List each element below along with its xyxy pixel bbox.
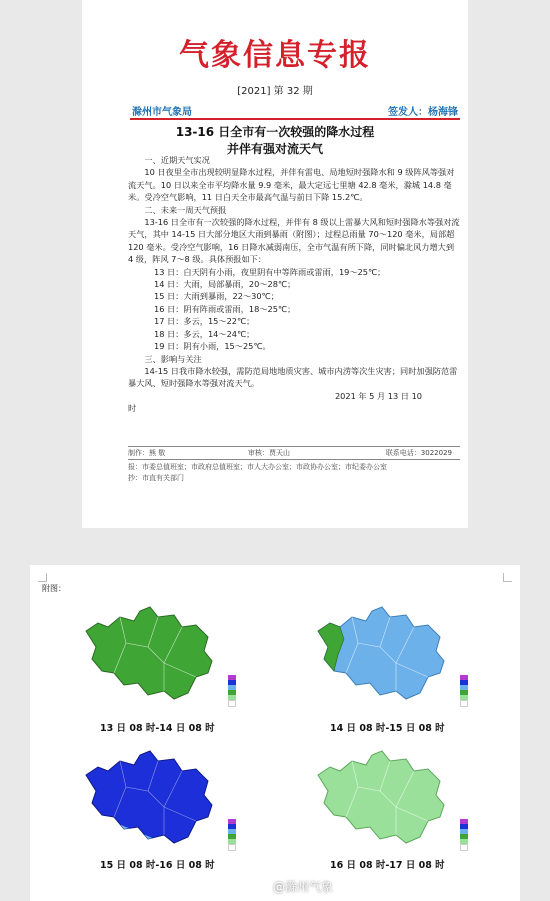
section-1-title: 一、近期天气实况: [144, 155, 210, 165]
org-name: 滁州市气象局: [132, 107, 192, 118]
map-caption: 13 日 08 时-14 日 08 时: [100, 723, 215, 734]
headline-line-1: 13-16 日全市有一次较强的降水过程: [175, 125, 375, 139]
map-shape: [78, 603, 238, 713]
rainfall-map-4: [310, 747, 470, 857]
map-shape: [310, 603, 470, 713]
rainfall-map-3: [78, 747, 238, 857]
issue-number: [2021] 第 32 期: [237, 86, 313, 97]
bulletin-footer: [128, 446, 460, 484]
margin-mark: [38, 573, 47, 582]
bulletin-title: 气象信息专报: [179, 38, 371, 73]
bulletin-header: [132, 103, 458, 117]
map-legend: [460, 675, 468, 705]
distribution-to: 报：市委总值班室；市政府总值班室；市人大办公室；市政协办公室；市纪委办公室: [128, 463, 387, 471]
map-legend: [228, 819, 236, 849]
weibo-watermark: [253, 878, 333, 895]
headline-line-2: 并伴有强对流天气: [226, 142, 323, 156]
forecast-day: 17 日：多云，15～22℃；: [154, 316, 255, 327]
section-3-title: 三、影响与关注: [144, 353, 202, 364]
weibo-icon: [253, 882, 269, 894]
forecast-day: 19 日：阴有小雨，15～25℃。: [154, 341, 271, 352]
forecast-day: 15 日：大雨到暴雨，22～30℃；: [154, 291, 279, 302]
section-2-title: 二、未来一周天气预报: [144, 204, 227, 215]
margin-mark: [503, 573, 512, 582]
bulletin-body: [128, 154, 460, 415]
forecast-day: 16 日：阴有阵雨或雷雨，18～25℃；: [154, 303, 296, 314]
section-2-text: 13-16 日全市有一次较强的降水过程，并伴有 8 级以上雷暴大风和短时强降水等强对流天气，其中 14-15 日大部分地区大雨到暴雨（附图）；过程总雨量 70～120 毫米，局部超 120 毫米。受冷空气影响，16 日降水减弱南压，全市气温有所下降，同时偏北风力增大到 4 级，阵风 7～8 级。具体预报如下：: [128, 217, 460, 265]
section-1-text: 10 日夜里全市出现较明显降水过程，并伴有雷电、局地短时强降水和 9 级阵风等强对流天气。10 日以来全市平均降水量 9.9 毫米，最大定远七里塘 42.8 毫米，滁城 14.8 毫米。受冷空气影响，11 日白天全市最高气温与前日下降 15.2℃。: [128, 167, 455, 203]
forecast-day: 18 日：多云，14～24℃；: [154, 328, 255, 339]
attachment-page: [30, 565, 520, 901]
bulletin-page: [82, 0, 468, 528]
map-caption: 15 日 08 时-16 日 08 时: [100, 860, 215, 871]
section-3-text: 14-15 日我市降水较强，需防范局地地质灾害、城市内涝等次生灾害；同时加强防范雷暴大风、短时强降水等强对流天气。: [128, 365, 458, 389]
issue-date: 2021 年 5 月 13 日 10: [334, 390, 422, 401]
maker: 制作：熊 敬: [128, 449, 166, 457]
reviewer: 审核：贾天山: [248, 449, 290, 457]
map-shape: [310, 747, 470, 857]
rainfall-map-2: [310, 603, 470, 713]
map-legend: [228, 675, 236, 705]
map-caption: 16 日 08 时-17 日 08 时: [330, 860, 445, 871]
forecast-day: 14 日：大雨，局部暴雨，20～28℃；: [154, 279, 296, 290]
map-legend: [460, 819, 468, 849]
map-shape: [78, 747, 238, 857]
issue-date-continued: 时: [128, 403, 137, 414]
attachment-label: 附图：: [42, 584, 66, 593]
contact-phone: 联系电话：3022029: [385, 449, 452, 457]
rainfall-map-1: [78, 603, 238, 713]
map-caption: 14 日 08 时-15 日 08 时: [330, 723, 445, 734]
distribution-cc: 抄：市直有关部门: [128, 474, 184, 482]
header-divider: [130, 118, 460, 120]
watermark-text: @滁州气象: [273, 880, 334, 894]
signer: 签发人：杨海锋: [388, 107, 458, 118]
forecast-day: 13 日：白天阴有小雨，夜里阴有中等阵雨或雷雨，19～25℃；: [154, 266, 386, 277]
